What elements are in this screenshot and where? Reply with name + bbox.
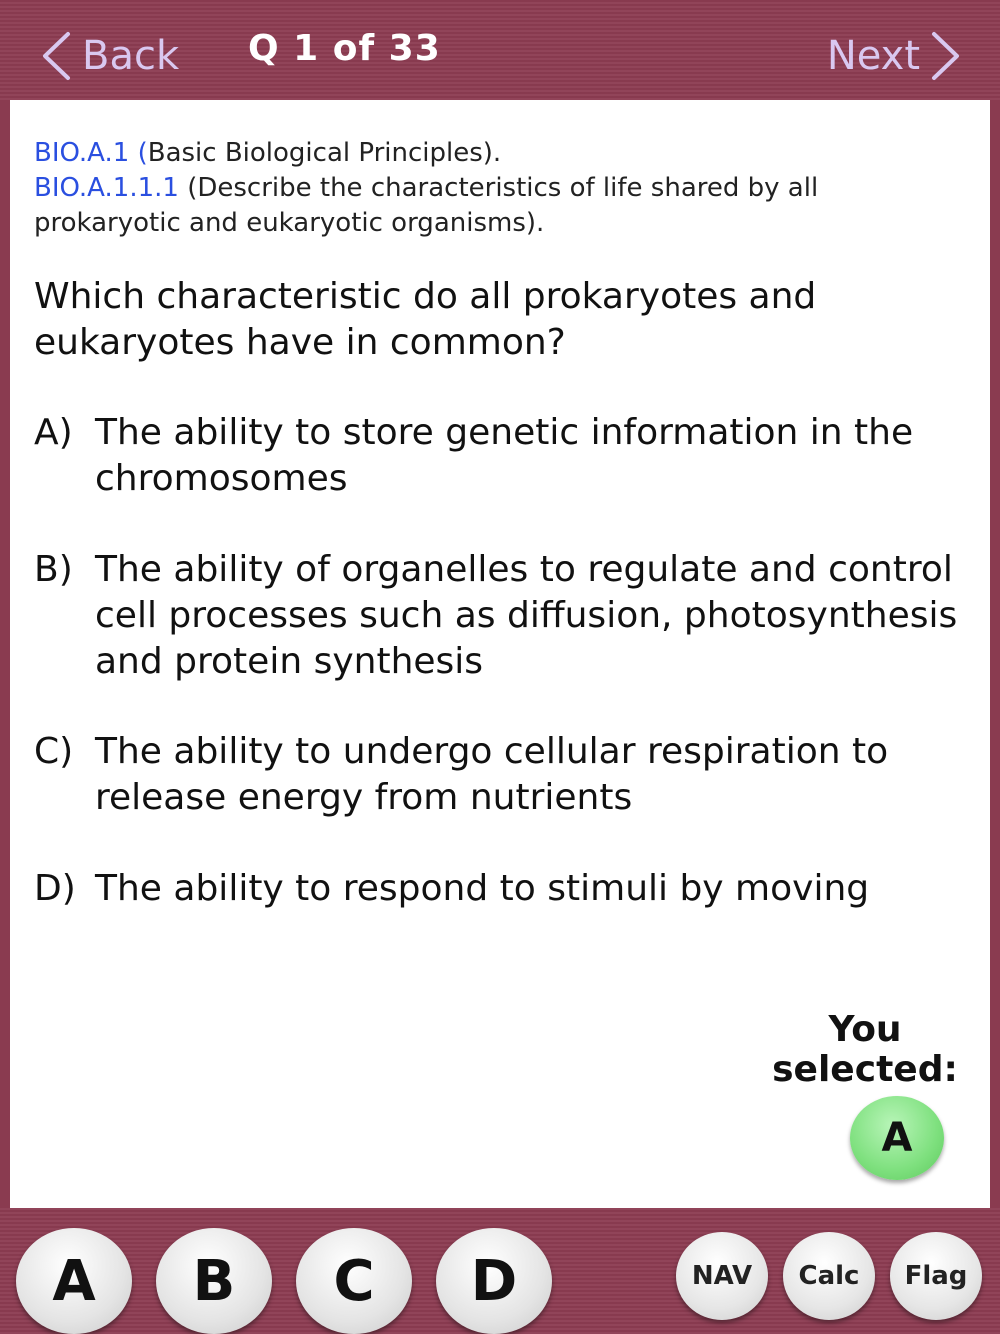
standard-line bbox=[34, 171, 954, 241]
standard-description: (Describe the characteristics of life shared by all prokaryotic and eukaryotic organisms). bbox=[34, 173, 819, 238]
option-text: The ability to store genetic information in the chromosomes bbox=[95, 412, 914, 499]
answer-button-b[interactable]: B bbox=[156, 1228, 272, 1334]
next-label: Next bbox=[826, 33, 920, 79]
next-button[interactable] bbox=[827, 28, 962, 84]
answer-button-d[interactable]: D bbox=[436, 1228, 552, 1334]
standard-description: Basic Biological Principles). bbox=[147, 138, 502, 168]
answer-button-c[interactable]: C bbox=[296, 1228, 412, 1334]
option-letter: D) bbox=[34, 868, 76, 909]
back-button[interactable] bbox=[40, 28, 179, 84]
selected-answer-badge: A bbox=[850, 1096, 944, 1180]
flag-button[interactable]: Flag bbox=[890, 1232, 982, 1320]
chevron-right-icon bbox=[930, 31, 962, 81]
standard-code: BIO.A.1 ( bbox=[34, 138, 148, 168]
option-text: The ability of organelles to regulate and control cell processes such as diffusion, photosynthesis and protein synthesis bbox=[95, 549, 958, 682]
question-text: Which characteristic do all prokaryotes and eukaryotes have in common? bbox=[34, 276, 817, 363]
answer-option-a[interactable] bbox=[34, 410, 964, 502]
option-letter: A) bbox=[34, 412, 73, 453]
standard-code: BIO.A.1.1.1 bbox=[34, 173, 179, 203]
question-counter: Q 1 of 33 bbox=[248, 28, 441, 69]
option-text: The ability to respond to stimuli by moving bbox=[95, 868, 870, 909]
nav-button[interactable]: NAV bbox=[676, 1232, 768, 1320]
selected-label: You selected: bbox=[772, 1009, 958, 1090]
answer-option-b[interactable] bbox=[34, 547, 964, 685]
calc-button[interactable]: Calc bbox=[783, 1232, 875, 1320]
question-panel bbox=[10, 100, 990, 1208]
option-text: The ability to undergo cellular respiration to release energy from nutrients bbox=[95, 731, 889, 818]
answer-button-a[interactable]: A bbox=[16, 1228, 132, 1334]
standards-info bbox=[34, 136, 954, 241]
standard-line bbox=[34, 136, 954, 171]
option-letter: B) bbox=[34, 549, 73, 590]
chevron-left-icon bbox=[40, 31, 72, 81]
back-label: Back bbox=[82, 33, 180, 79]
answer-option-d[interactable] bbox=[34, 866, 964, 912]
answer-option-c[interactable] bbox=[34, 729, 964, 821]
top-bar bbox=[0, 0, 1000, 100]
bottom-bar bbox=[0, 1208, 1000, 1334]
option-letter: C) bbox=[34, 731, 74, 772]
